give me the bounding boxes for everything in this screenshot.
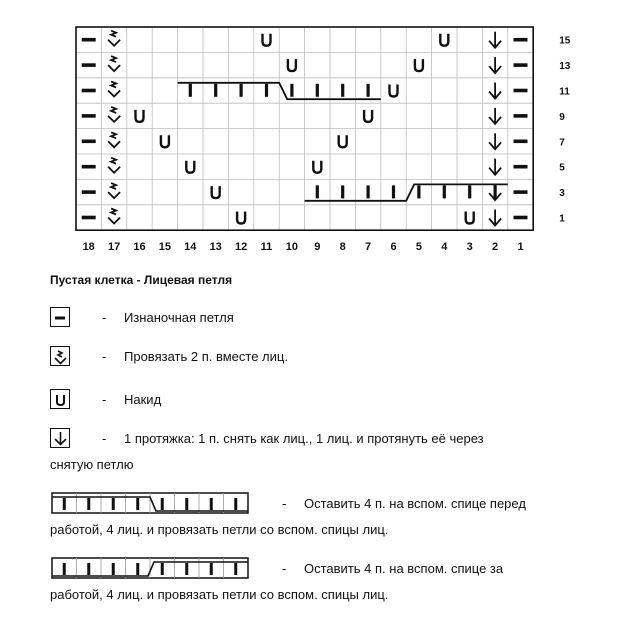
purl-mark: [82, 165, 96, 169]
legend-cable-front-text-1: Оставить 4 п. на вспом. спице перед: [304, 496, 526, 511]
yarn-over-mark: [186, 161, 194, 173]
legend-dash: -: [282, 561, 287, 576]
column-number: 12: [234, 241, 248, 254]
legend-slip-text-2: снятую петлю: [50, 457, 134, 472]
legend-dash: -: [102, 310, 107, 325]
column-number: 3: [466, 241, 473, 254]
cable-stitch-mark: [341, 185, 344, 198]
cable-stitch-mark: [189, 84, 192, 97]
column-number: 6: [390, 241, 397, 254]
legend-cable-stitch: [210, 498, 213, 510]
cable-stitch-mark: [265, 84, 268, 97]
purl-mark: [514, 114, 528, 118]
cable-stitch-mark: [367, 84, 370, 97]
cable-stitch-mark: [316, 185, 319, 198]
cable-stitch-mark: [468, 185, 471, 198]
cable-stitch-mark: [341, 84, 344, 97]
k2tog-mark-arrow: [108, 91, 120, 97]
cable-stitch-mark: [214, 84, 217, 97]
column-number: 10: [285, 241, 299, 254]
legend-dash: -: [282, 496, 287, 511]
cable-stitch-mark: [392, 185, 395, 198]
legend-cable-stitch: [234, 498, 237, 510]
yarn-over-mark: [364, 110, 372, 122]
legend-cable-stitch: [112, 563, 115, 575]
row-number: 11: [559, 86, 570, 98]
legend-cable-stitch: [87, 498, 90, 510]
legend-cable-stitch: [136, 563, 139, 575]
k2tog-mark-zigzag: [111, 31, 116, 37]
legend-cable-back-text-2: работой, 4 лиц. и провязать петли со вспом. спицы лиц.: [50, 587, 389, 602]
column-number: 7: [365, 241, 372, 254]
purl-mark: [514, 165, 528, 169]
k2tog-mark-zigzag: [111, 82, 116, 88]
column-number: 4: [441, 241, 448, 254]
k2tog-mark-zigzag: [111, 183, 116, 189]
purl-mark: [82, 38, 96, 42]
yarn-over-mark: [313, 161, 321, 173]
legend-cable-stitch: [63, 563, 66, 575]
purl-symbol-icon: [50, 307, 70, 327]
legend-cable-stitch: [136, 498, 139, 510]
legend-cable-stitch: [87, 563, 90, 575]
row-number: 7: [559, 137, 565, 149]
column-number: 2: [492, 241, 499, 254]
legend-yo-text: Накид: [124, 392, 162, 407]
k2tog-mark-arrow: [108, 65, 120, 71]
legend-cable-back-text-1: Оставить 4 п. на вспом. спице за: [304, 561, 504, 576]
legend-title: Пустая клетка - Лицевая петля: [50, 273, 233, 287]
row-number: 3: [559, 188, 565, 200]
column-number: 14: [184, 241, 197, 254]
yarn-over-mark: [288, 59, 296, 71]
k2tog-mark-zigzag: [111, 107, 116, 113]
legend-purl-text: Изнаночная петля: [124, 310, 234, 325]
cable-stitch-mark: [316, 84, 319, 97]
legend-cable-stitch: [185, 498, 188, 510]
k2tog-mark-zigzag: [111, 209, 116, 215]
yarn-over-mark: [466, 212, 474, 224]
column-number: 15: [158, 241, 172, 254]
k2tog-mark-zigzag: [111, 158, 116, 164]
legend-k2tog-text: Провязать 2 п. вместе лиц.: [124, 349, 288, 364]
purl-mark: [514, 140, 528, 144]
row-number: 5: [559, 162, 565, 174]
column-number: 11: [260, 241, 273, 254]
k2tog-mark-arrow: [108, 218, 120, 224]
column-number: 13: [209, 241, 222, 254]
yarn-over-mark: [237, 212, 245, 224]
legend-dash: -: [102, 431, 107, 446]
slip-decrease-symbol-icon: [50, 428, 70, 448]
purl-mark: [514, 190, 528, 194]
cable-stitch-mark: [367, 185, 370, 198]
legend-cable-front-text-2: работой, 4 лиц. и провязать петли со вспом. спицы лиц.: [50, 522, 389, 537]
k2tog-mark-arrow: [108, 40, 120, 46]
purl-mark: [514, 38, 528, 42]
cable-front-symbol-icon: [50, 491, 250, 515]
purl-mark: [82, 114, 96, 118]
column-number: 16: [133, 241, 146, 254]
yarn-over-mark: [390, 85, 398, 97]
yarn-over-mark: [161, 135, 169, 147]
legend-cable-stitch: [161, 498, 164, 510]
purl-mark: [514, 63, 528, 67]
cable-stitch-mark: [417, 185, 420, 198]
legend-cable-stitch: [234, 563, 237, 575]
purl-mark: [514, 216, 528, 220]
cable-stitch-mark: [240, 84, 243, 97]
k2tog-mark-arrow: [108, 116, 120, 122]
k2tog-mark-arrow: [108, 141, 120, 147]
k2tog-symbol-icon: [50, 346, 70, 366]
column-number: 9: [314, 241, 321, 254]
cable-back-symbol-icon: [50, 556, 250, 580]
yarn-over-mark: [339, 135, 347, 147]
purl-mark: [82, 63, 96, 67]
yarn-over-mark: [440, 34, 448, 46]
cable-stitch-mark: [443, 185, 446, 198]
legend-slip-text-1: 1 протяжка: 1 п. снять как лиц., 1 лиц. и протянуть её через: [124, 431, 484, 446]
row-number: 13: [559, 61, 571, 73]
purl-mark: [82, 89, 96, 93]
cable-stitch-mark: [290, 84, 293, 97]
column-number: 8: [339, 241, 346, 254]
chart-grid: [76, 27, 533, 230]
cable-stitch-mark: [494, 185, 497, 198]
yarn-over-symbol-icon: [50, 389, 70, 409]
yarn-over-mark: [263, 34, 271, 46]
column-number: 5: [415, 241, 422, 254]
yarn-over-mark: [136, 110, 144, 122]
legend-cable-stitch: [210, 563, 213, 575]
column-number: 1: [517, 241, 524, 254]
legend-cable-stitch: [112, 498, 115, 510]
row-number: 1: [559, 213, 565, 225]
legend-cable-stitch: [185, 563, 188, 575]
yarn-over-mark: [415, 59, 423, 71]
legend-cable-stitch: [161, 563, 164, 575]
column-number: 18: [82, 241, 95, 254]
legend-dash: -: [102, 349, 107, 364]
k2tog-mark-zigzag: [111, 56, 116, 62]
k2tog-mark-arrow: [108, 167, 120, 173]
legend-dash: -: [102, 392, 107, 407]
yarn-over-mark: [212, 186, 220, 198]
purl-mark: [82, 190, 96, 194]
row-number: 9: [559, 111, 565, 123]
k2tog-mark-arrow: [108, 192, 120, 198]
purl-mark: [514, 89, 528, 93]
row-number: 15: [559, 35, 571, 47]
column-number: 17: [107, 241, 121, 254]
purl-mark: [82, 140, 96, 144]
legend-cable-stitch: [63, 498, 66, 510]
knitting-chart: [0, 0, 640, 260]
k2tog-mark-zigzag: [111, 132, 116, 138]
purl-mark: [82, 216, 96, 220]
